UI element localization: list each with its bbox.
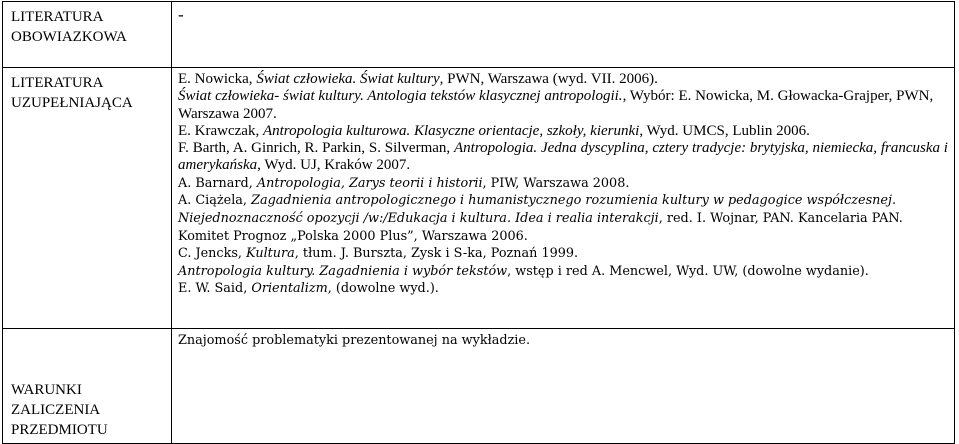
row-supplementary-literature [3, 68, 955, 329]
reference-item: F. Barth, A. Ginrich, R. Parkin, S. Silverman, Antropologia. Jedna dyscyplina, cztery tradycje: brytyjska, niemiecka, francuska i amerykańska, Wyd. UJ, Kraków 2007. [178, 140, 948, 174]
label-required-literature: LITERATURA OBOWIAZKOWA [3, 2, 172, 68]
row-required-literature [3, 2, 955, 68]
reference-item: E. Krawczak, Antropologia kulturowa. Klasyczne orientacje, szkoły, kierunki, Wyd. UMCS, Lublin 2006. [178, 122, 810, 139]
supplementary-literature-list [172, 68, 955, 329]
label-supplementary-literature: LITERATURA UZUPEŁNIAJĄCA [3, 68, 172, 329]
reference-item: Niejednoznaczność opozycji /w:/Edukacja i kultura. Idea i realia interakcji, red. I. Wojnar, PAN. Kancelaria PAN. Komitet Prognoz „Polska 2000 Plus”, Warszawa 2006. [178, 210, 903, 244]
completion-conditions-value: Znajomość problematyki prezentowanej na wykładzie. [172, 329, 955, 444]
reference-item: E. W. Said, Orientalizm, (dowolne wyd.). [178, 281, 439, 297]
row-completion-conditions [3, 329, 955, 444]
reference-item: A. Ciążela, Zagadnienia antropologicznego i humanistycznego rozumienia kultury w pedagogice współczesnej. [178, 193, 897, 209]
reference-item: C. Jencks, Kultura, tłum. J. Burszta, Zysk i S-ka, Poznań 1999. [178, 246, 579, 262]
label-completion-conditions: WARUNKI ZALICZENIA PRZEDMIOTU [3, 329, 172, 444]
reference-item: Antropologia kultury. Zagadnienia i wybór tekstów, wstęp i red A. Mencwel, Wyd. UW, (dowolne wydanie). [178, 263, 869, 279]
reference-item: Świat człowieka- świat kultury. Antologia tekstów klasycznej antropologii., Wybór: E. Nowicka, M. Głowacka-Grajper, PWN, Warszawa 2007. [178, 88, 934, 122]
course-syllabus-table [2, 1, 955, 444]
reference-item: E. Nowicka, Świat człowieka. Świat kultury, PWN, Warszawa (wyd. VII. 2006). [178, 71, 658, 87]
reference-item: A. Barnard, Antropologia, Zarys teorii i historii, PIW, Warszawa 2008. [178, 175, 630, 191]
required-literature-value: - [172, 2, 955, 68]
